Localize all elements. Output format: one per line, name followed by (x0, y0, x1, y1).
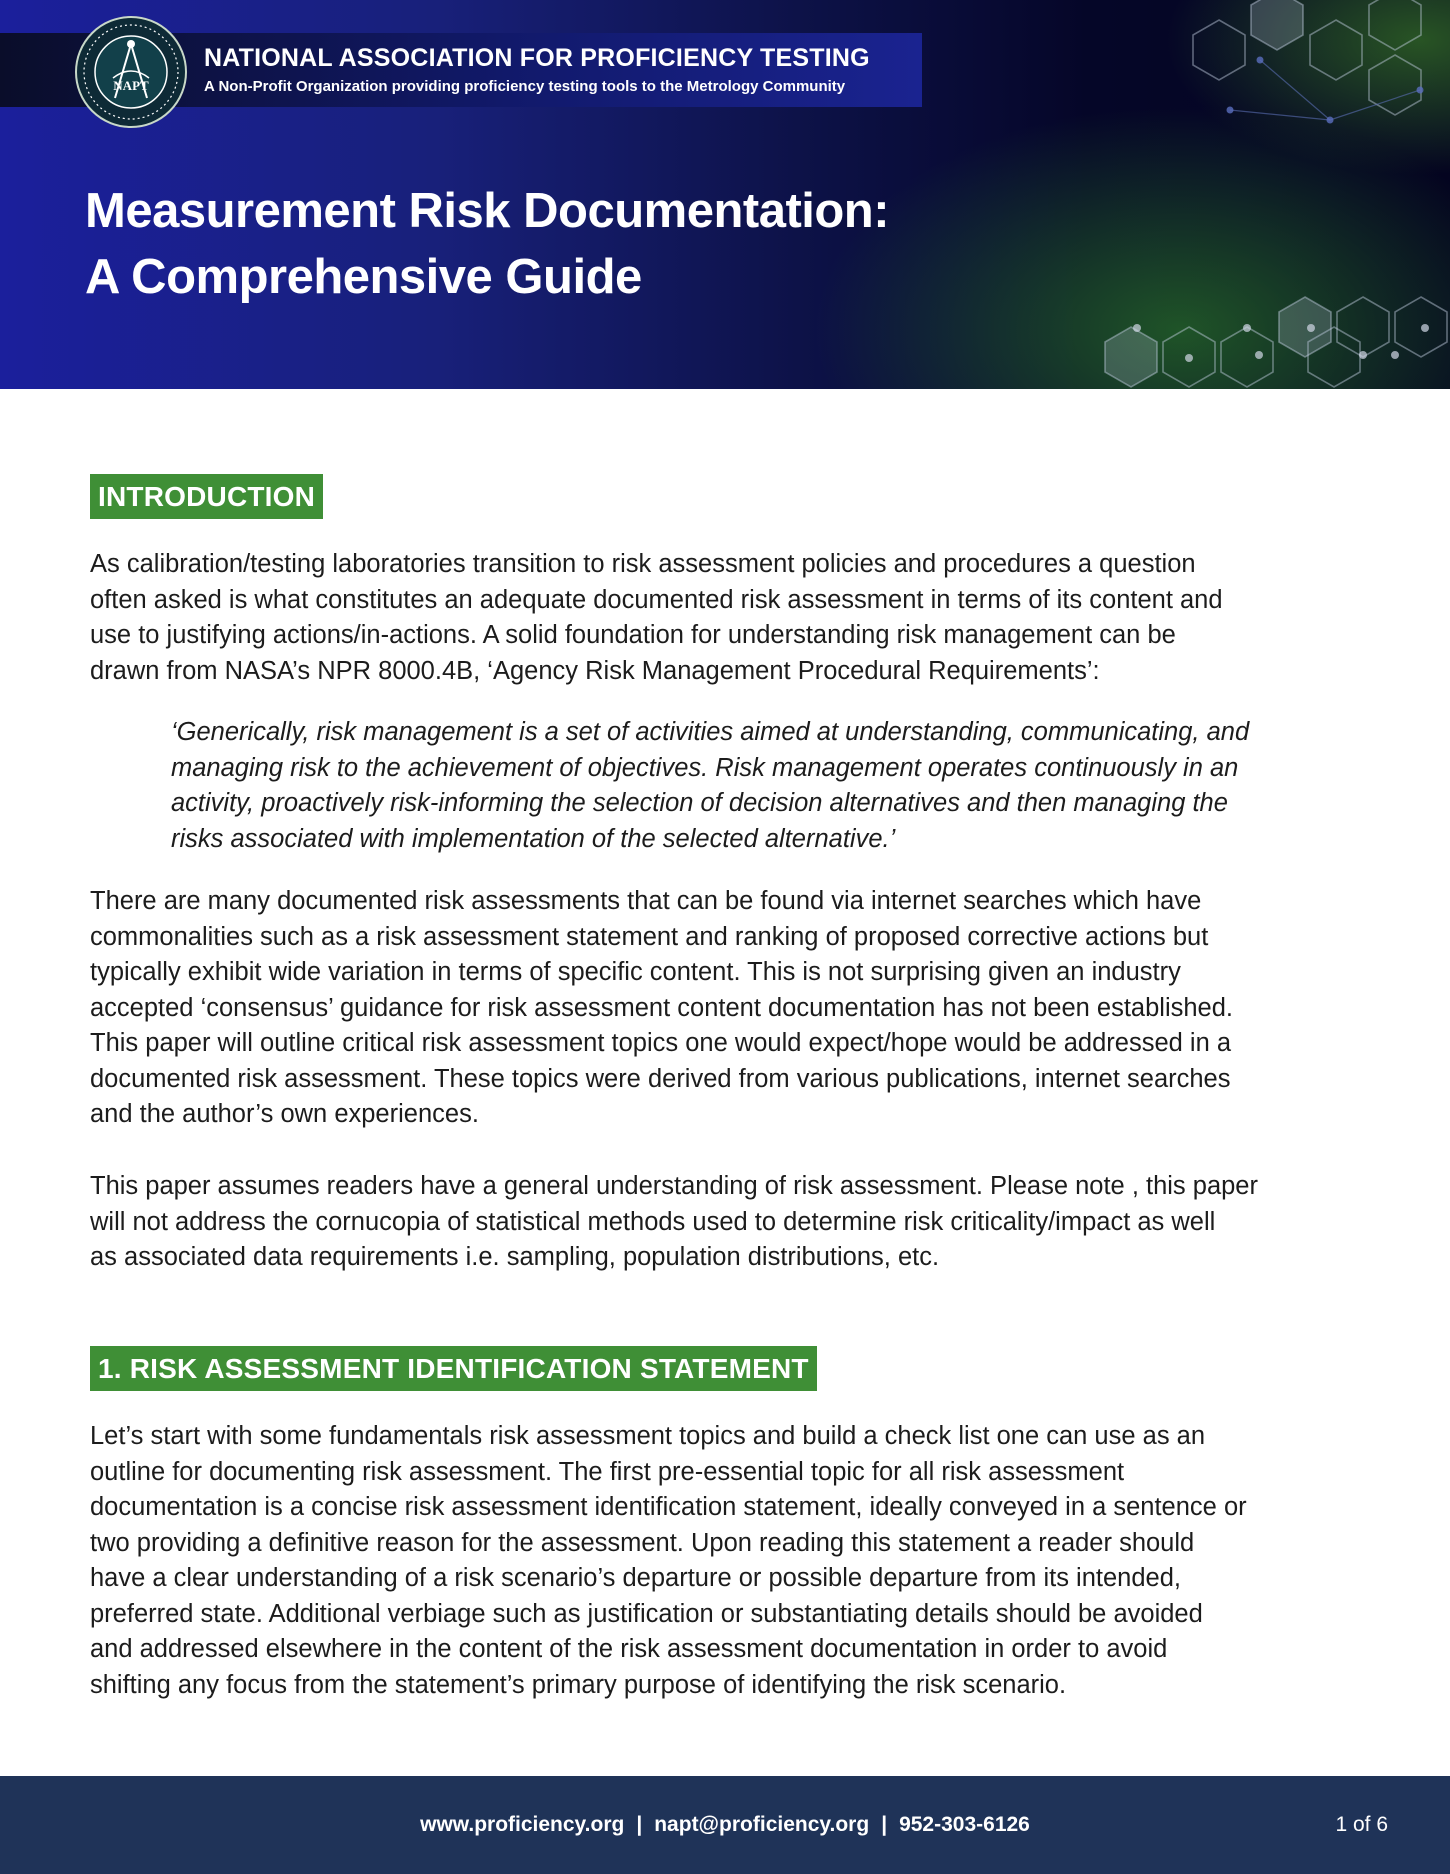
section-1-paragraph (90, 1419, 1370, 1703)
email-link[interactable]: napt@proficiency.org (654, 1813, 870, 1836)
text-line: documented risk assessment. These topics were derived from various publications, internet searches (90, 1064, 1231, 1093)
text-line: preferred state. Additional verbiage such as justification or substantiating details should be avoided (90, 1599, 1203, 1628)
text-line: use to justifying actions/in-actions. A solid foundation for understanding risk management can be (90, 621, 1176, 649)
text-line: Let’s start with some fundamentals risk assessment topics and build a check list one can use as an (90, 1422, 1206, 1450)
section-1-heading: 1. RISK ASSESSMENT IDENTIFICATION STATEMENT (90, 1346, 817, 1391)
nasa-quote (171, 715, 1371, 857)
text-line: and addressed elsewhere in the content of the risk assessment documentation in order to avoid (90, 1635, 1168, 1663)
contact-info (0, 1776, 1450, 1874)
text-line: commonalities such as a risk assessment statement and ranking of proposed corrective actions but (90, 922, 1209, 951)
text-line: accepted ‘consensus’ guidance for risk assessment content documentation has not been established. (90, 993, 1234, 1022)
page-footer (0, 1776, 1450, 1874)
quote-line: risks associated with implementation of the selected alternative.’ (171, 824, 896, 853)
quote-line: ‘Generically, risk management is a set of activities aimed at understanding, communicating, and (171, 718, 1250, 746)
quote-line: activity, proactively risk-informing the selection of decision alternatives and then managing the (171, 789, 1228, 817)
text-line: documentation is a concise risk assessment identification statement, ideally conveyed in a sentence or (90, 1493, 1247, 1521)
document-title (85, 178, 889, 310)
text-line: will not address the cornucopia of statistical methods used to determine risk criticality/impact as well (90, 1207, 1216, 1236)
introduction-heading: INTRODUCTION (90, 474, 323, 519)
text-line: as associated data requirements i.e. sampling, population distributions, etc. (90, 1243, 940, 1271)
separator: | (881, 1813, 888, 1836)
separator: | (636, 1813, 643, 1836)
page-header (0, 0, 1450, 389)
page-number: 1 of 6 (1335, 1813, 1388, 1836)
text-line: have a clear understanding of a risk scenario’s departure or possible departure from its intended, (90, 1564, 1181, 1592)
text-line: often asked is what constitutes an adequate documented risk assessment in terms of its content and (90, 585, 1223, 614)
org-name: NATIONAL ASSOCIATION FOR PROFICIENCY TESTING (204, 44, 870, 72)
text-line: As calibration/testing laboratories transition to risk assessment policies and procedures a question (90, 550, 1196, 578)
website-link[interactable]: www.proficiency.org (420, 1813, 625, 1836)
text-line: shifting any focus from the statement’s primary purpose of identifying the risk scenario. (90, 1670, 1067, 1699)
quote-line: managing risk to the achievement of objectives. Risk management operates continuously in an (171, 753, 1239, 782)
text-line: This paper will outline critical risk assessment topics one would expect/hope would be addressed in a (90, 1029, 1232, 1057)
intro-paragraph-1 (90, 547, 1370, 689)
text-line: two providing a definitive reason for the assessment. Upon reading this statement a reader should (90, 1528, 1195, 1557)
intro-paragraph-2 (90, 884, 1370, 1133)
title-line-2: A Comprehensive Guide (85, 250, 642, 304)
text-line: outline for documenting risk assessment. The first pre-essential topic for all risk assessment (90, 1457, 1125, 1486)
text-line: typically exhibit wide variation in terms of specific content. This is not surprising given an industry (90, 958, 1181, 986)
text-line: drawn from NASA’s NPR 8000.4B, ‘Agency Risk Management Procedural Requirements’: (90, 656, 1100, 685)
title-line-1: Measurement Risk Documentation: (85, 184, 890, 238)
napt-seal-logo (75, 16, 187, 128)
text-line: There are many documented risk assessments that can be found via internet searches which have (90, 887, 1202, 915)
org-tagline: A Non-Profit Organization providing proficiency testing tools to the Metrology Community (204, 78, 846, 95)
intro-paragraph-3 (90, 1169, 1370, 1276)
seal-abbrev: NAPT (113, 78, 149, 93)
phone-number: 952-303-6126 (899, 1813, 1030, 1836)
text-line: This paper assumes readers have a general understanding of risk assessment. Please note , this paper (90, 1172, 1258, 1200)
text-line: and the author’s own experiences. (90, 1100, 479, 1128)
